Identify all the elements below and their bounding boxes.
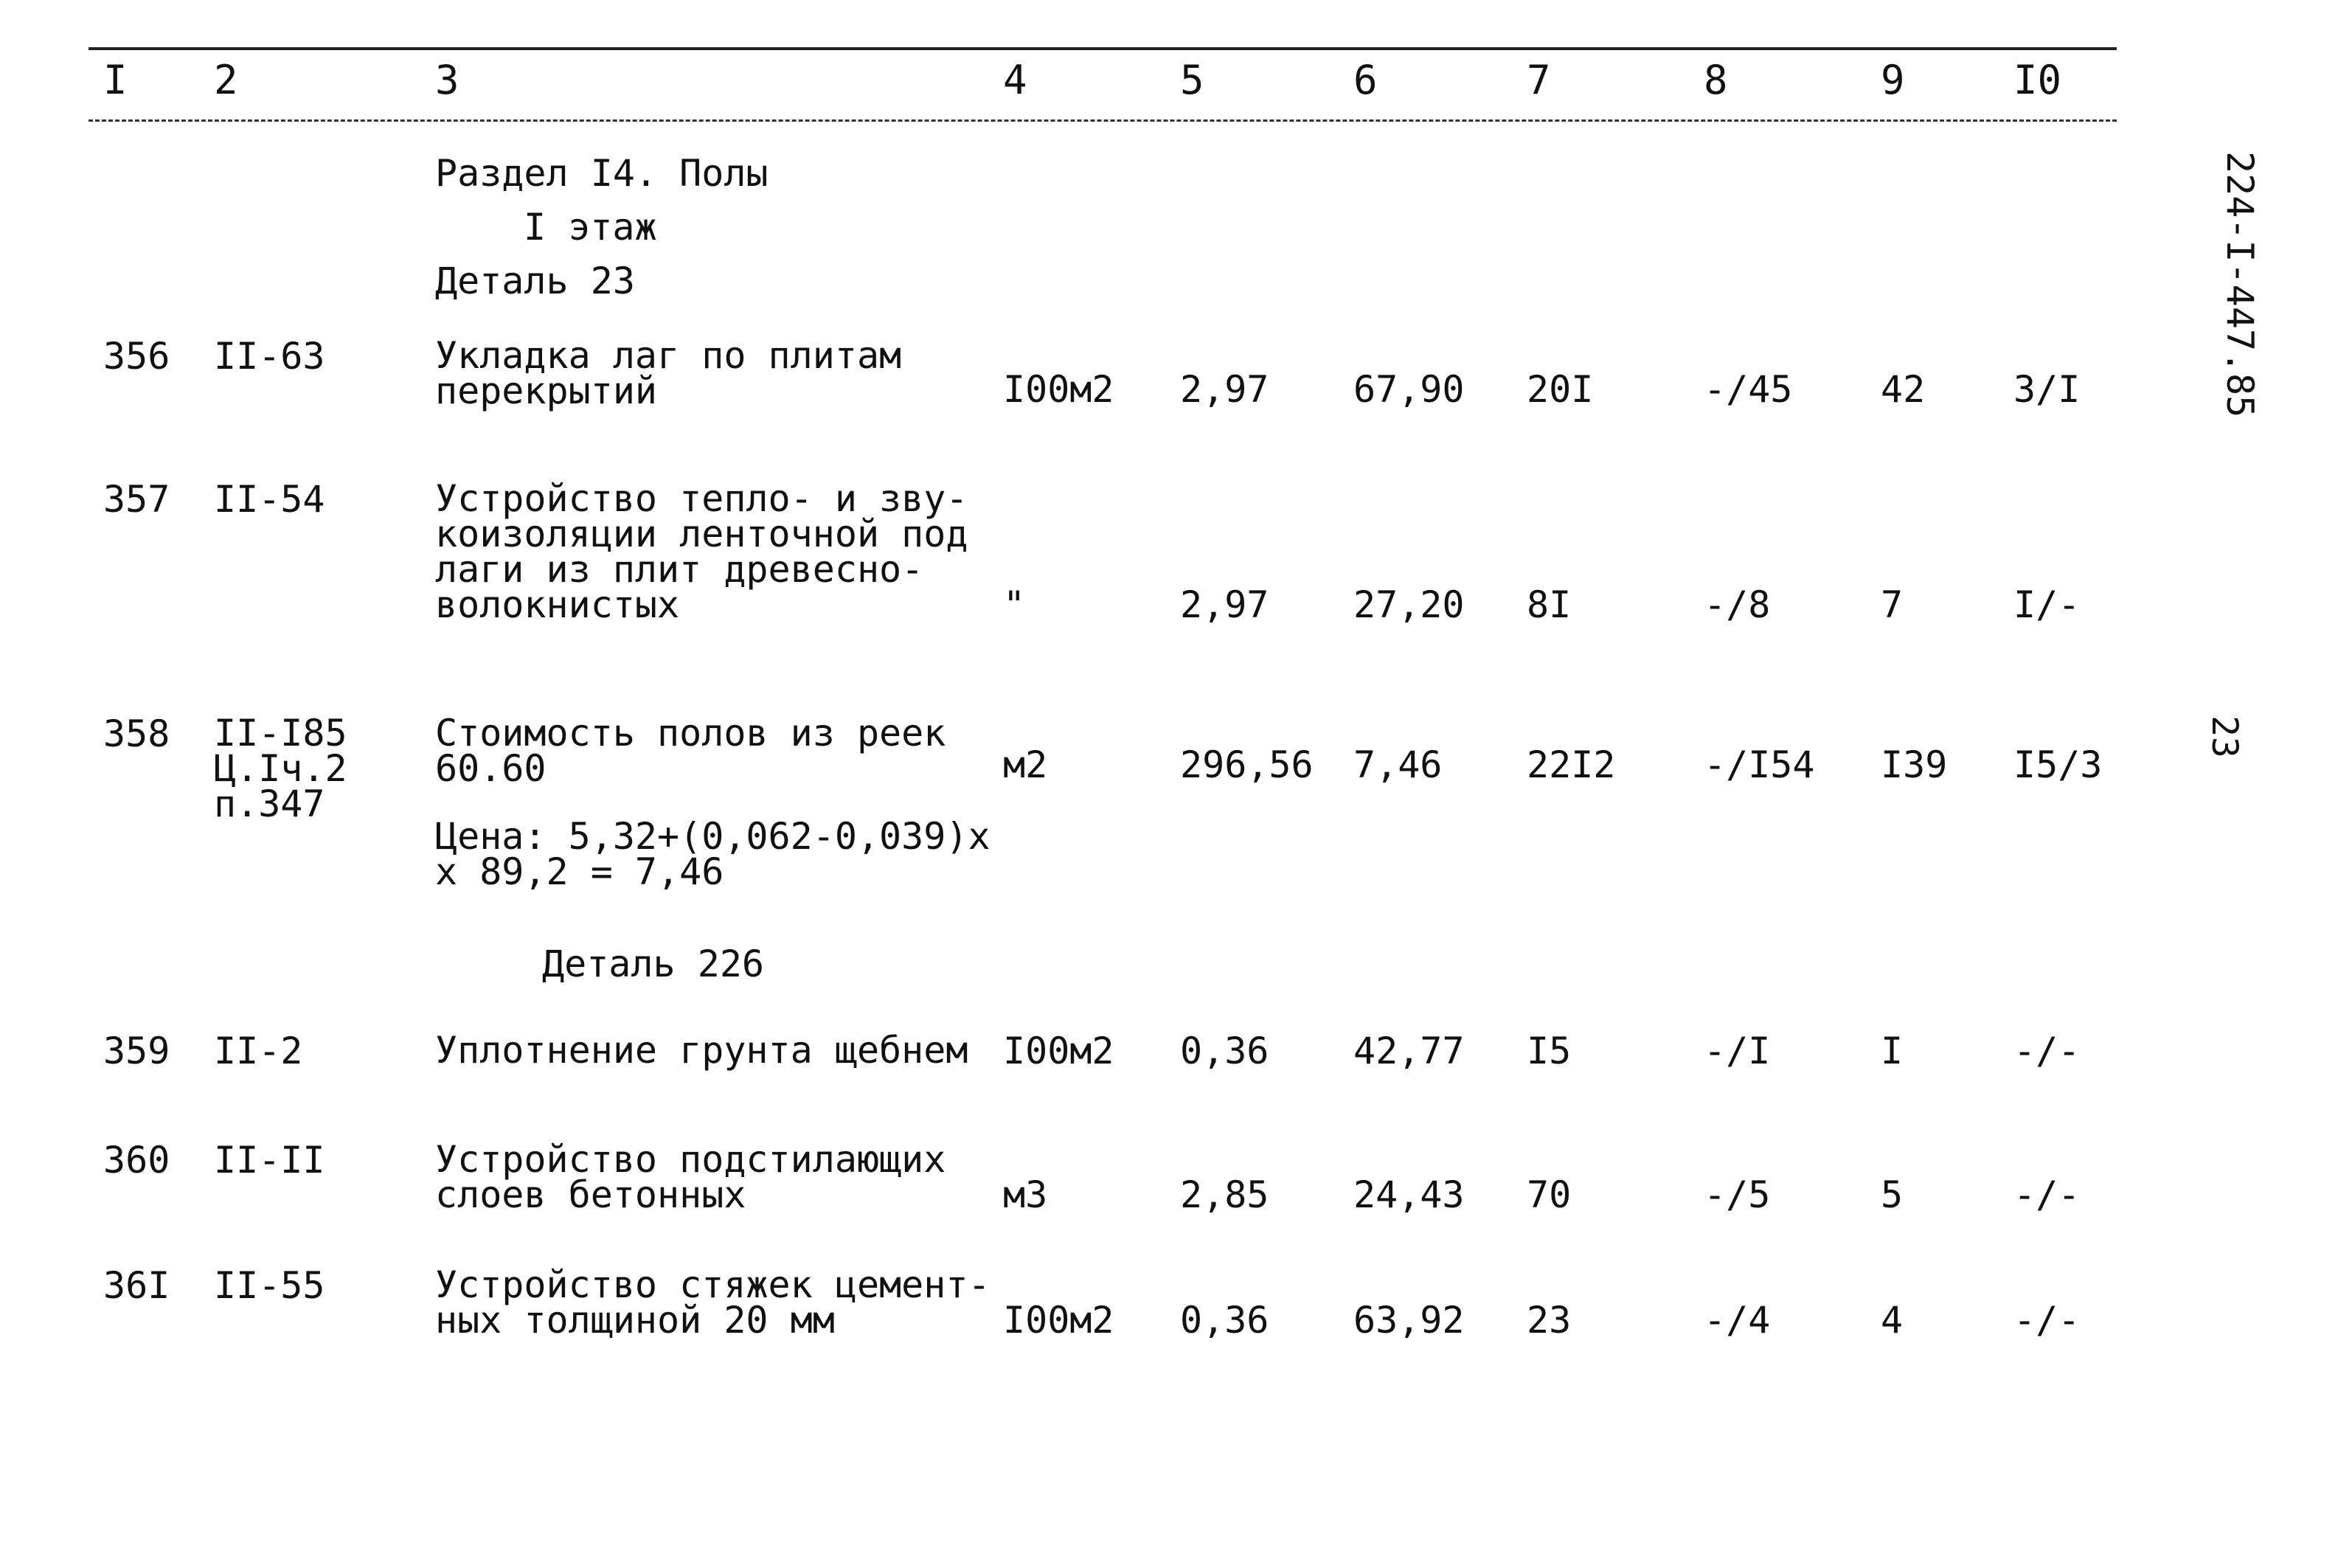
row-col-8: -/I54 (1704, 743, 1815, 786)
row-quantity: 2,97 (1180, 583, 1269, 626)
row-total: 70 (1527, 1173, 1572, 1216)
row-col-9: I (1881, 1030, 1904, 1072)
col-header-4: 4 (1003, 57, 1027, 103)
detail-heading: Деталь 23 (435, 260, 635, 302)
row-col-8: -/4 (1704, 1299, 1771, 1342)
row-col-8: -/8 (1704, 583, 1771, 626)
row-description: Устройство подстилающих слоев бетонных (435, 1138, 946, 1216)
row-col-10: I/- (2013, 583, 2081, 626)
row-total: 23 (1527, 1299, 1572, 1342)
row-description: Укладка лаг по плитам перекрытий (435, 334, 902, 412)
col-header-6: 6 (1353, 57, 1378, 103)
document-code: 224-I-447.85 (2219, 151, 2261, 418)
row-number: 359 (103, 1030, 170, 1072)
row-col-9: 42 (1881, 368, 1926, 411)
row-col-8: -/45 (1704, 368, 1793, 411)
row-description: Уплотнение грунта щебнем (435, 1029, 968, 1072)
row-unit: I00м2 (1003, 1030, 1114, 1072)
col-header-2: 2 (214, 57, 238, 103)
col-header-5: 5 (1180, 57, 1204, 103)
row-price: 27,20 (1353, 583, 1465, 626)
row-price: 7,46 (1353, 743, 1443, 786)
row-number: 356 (103, 335, 170, 378)
row-code: II-I85 Ц.Iч.2 п.347 (214, 712, 347, 825)
row-col-10: -/- (2013, 1030, 2081, 1072)
row-total: 8I (1527, 583, 1572, 626)
col-header-10: I0 (2013, 57, 2062, 103)
row-number: 357 (103, 478, 170, 521)
row-unit: " (1003, 583, 1026, 626)
row-code: II-II (214, 1139, 325, 1182)
top-rule (89, 47, 2117, 50)
row-total: I5 (1527, 1030, 1572, 1072)
row-code: II-2 (214, 1030, 303, 1072)
row-unit: I00м2 (1003, 1299, 1114, 1342)
row-description: Устройство тепло- и зву- коизоляции ленточной под лаги из плит древесно- волокнистых (435, 477, 968, 626)
col-header-8: 8 (1704, 57, 1728, 103)
floor-title: I этаж (524, 206, 657, 249)
row-col-8: -/I (1704, 1030, 1771, 1072)
row-price: 24,43 (1353, 1173, 1465, 1216)
row-col-9: I39 (1881, 743, 1948, 786)
detail-heading: Деталь 226 (542, 943, 765, 985)
row-col-10: -/- (2013, 1173, 2081, 1216)
col-header-7: 7 (1527, 57, 1551, 103)
row-number: 360 (103, 1139, 170, 1182)
row-unit: м3 (1003, 1173, 1048, 1216)
row-quantity: 2,97 (1180, 368, 1269, 411)
row-col-10: -/- (2013, 1299, 2081, 1342)
row-col-10: I5/3 (2013, 743, 2103, 786)
row-unit: I00м2 (1003, 368, 1114, 411)
page-number: 23 (2204, 715, 2245, 758)
row-col-9: 7 (1881, 583, 1904, 626)
col-header-1: I (103, 57, 128, 103)
row-unit: м2 (1003, 743, 1048, 786)
row-quantity: 0,36 (1180, 1030, 1269, 1072)
row-total: 22I2 (1527, 743, 1616, 786)
row-col-10: 3/I (2013, 368, 2081, 411)
row-price: 42,77 (1353, 1030, 1465, 1072)
row-quantity: 2,85 (1180, 1173, 1269, 1216)
row-code: II-55 (214, 1264, 325, 1307)
row-description: Устройство стяжек цемент- ных толщиной 20 мм (435, 1263, 991, 1342)
row-col-8: -/5 (1704, 1173, 1771, 1216)
row-number: 358 (103, 712, 170, 755)
row-code: II-54 (214, 478, 325, 521)
col-header-3: 3 (435, 57, 459, 103)
section-title: Раздел I4. Полы (435, 152, 769, 195)
row-col-9: 4 (1881, 1299, 1904, 1342)
col-header-9: 9 (1881, 57, 1905, 103)
row-description: Стоимость полов из реек 60.60 (435, 712, 946, 790)
row-number: 36I (103, 1264, 170, 1307)
row-col-9: 5 (1881, 1173, 1904, 1216)
row-quantity: 296,56 (1180, 743, 1314, 786)
row-code: II-63 (214, 335, 325, 378)
row-total: 20I (1527, 368, 1594, 411)
header-rule (89, 119, 2117, 122)
row-price: 67,90 (1353, 368, 1465, 411)
row-price: 63,92 (1353, 1299, 1465, 1342)
price-note: Цена: 5,32+(0,062-0,039)x x 89,2 = 7,46 (435, 815, 991, 893)
row-quantity: 0,36 (1180, 1299, 1269, 1342)
